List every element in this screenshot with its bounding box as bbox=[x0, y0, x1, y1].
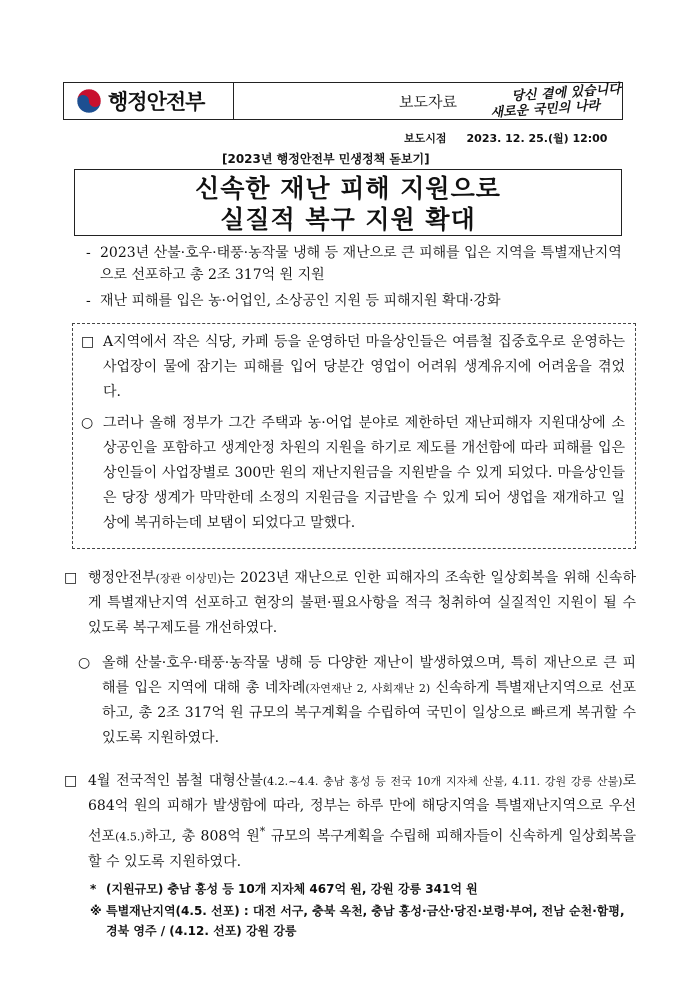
series-label: [2023년 행정안전부 민생정책 돋보기] bbox=[222, 152, 430, 166]
asterisk-marker: * bbox=[90, 881, 97, 896]
case-paragraph-2 bbox=[81, 411, 625, 536]
body-paragraph-1 bbox=[64, 566, 636, 641]
subtitle-text-1: 2023년 산불·호우·태풍·농작물 냉해 등 재난으로 큰 피해를 입은 지역을 특별재난지역으로 선포하고 총 2조 317억 원 지원 bbox=[100, 245, 622, 283]
subtitle-item: - 2023년 산불·호우·태풍·농작물 냉해 등 재난으로 큰 피해를 입은 지역을 특별재난지역으로 선포하고 총 2조 317억 원 지원 bbox=[86, 242, 634, 286]
square-bullet-icon: □ bbox=[64, 570, 78, 586]
subtitle-text-2: 재난 피해를 입은 농·어업인, 소상공인 지원 등 피해지원 확대·강화 bbox=[100, 293, 501, 309]
p3-text-c: 하고, 총 808억 원 bbox=[144, 828, 260, 845]
circle-bullet-icon: ○ bbox=[78, 655, 91, 671]
note-1-text: (지원규모) 충남 홍성 등 10개 지자체 467억 원, 강원 강릉 341억 원 bbox=[106, 881, 478, 896]
note-2 bbox=[64, 901, 636, 941]
square-bullet-icon: □ bbox=[64, 773, 78, 789]
case-text-2: 그러나 올해 정부가 그간 주택과 농·어업 분야로 제한하던 재난피해자 지원대상에 소상공인을 포함하고 생계안정 차원의 지원을 하기로 제도를 개선함에 따라 피해를 입은 상인들이 사업장별로 300만 원의 재난지원금을 지원받을 수 있게 되었다. 마을상인들은 당장 생계가 막막한데 소정의 지원금을 지급받을 수 있게 되어 생업을 재개하고 일상에 복귀하는데 보탬이 되었다고 말했다. bbox=[103, 415, 625, 531]
taegeuk-emblem-icon bbox=[76, 88, 102, 114]
p2-parenthetical: (자연재난 2, 사회재난 2) bbox=[305, 682, 431, 695]
title-box bbox=[74, 169, 622, 236]
doc-type: 보도자료 bbox=[399, 92, 457, 111]
body-paragraph-2 bbox=[64, 651, 636, 751]
p3-text-b: 로 684억 원의 피해가 발생함에 따라, 정부는 하루 만에 해당지역을 특별재난지역으로 우선 선포 bbox=[88, 773, 636, 845]
release-label: 보도시점 bbox=[404, 132, 447, 145]
note-2-text: 특별재난지역(4.5. 선포) : 대전 서구, 충북 옥천, 충남 홍성·금산·당진·보령·부여, 전남 순천·함평, 경북 영주 / (4.12. 선포) 강원 강릉 bbox=[106, 903, 625, 938]
slogan-line1: 당신 곁에 있습니다 bbox=[511, 81, 622, 105]
subtitle-item: - 재난 피해를 입은 농·어업인, 소상공인 지원 등 피해지원 확대·강화 bbox=[86, 290, 634, 312]
release-info bbox=[404, 130, 607, 146]
p3-text-d: 규모의 복구계획을 수립해 피해자들이 신속하게 일상회복을 할 수 있도록 지원하였다. bbox=[88, 828, 636, 870]
p1-minister: (장관 이상민) bbox=[155, 572, 222, 585]
org-name: 행정안전부 bbox=[108, 90, 205, 114]
release-datetime: 2023. 12. 25.(월) 12:00 bbox=[466, 132, 608, 145]
case-box bbox=[72, 323, 636, 549]
square-bullet-icon: □ bbox=[81, 334, 95, 350]
subtitle-list bbox=[86, 242, 634, 316]
reference-mark: ※ bbox=[90, 903, 102, 918]
case-text-1: A지역에서 작은 식당, 카페 등을 운영하던 마을상인들은 여름철 집중호우로 운영하는 사업장이 물에 잠기는 피해를 입어 당분간 영업이 어려워 생계유지에 어려움을 겪었다. bbox=[103, 334, 625, 400]
p3-parenthetical-2: (4.5.) bbox=[115, 830, 145, 844]
p3-text-a: 4월 전국적인 봄철 대형산불 bbox=[88, 773, 263, 789]
p3-footnote-mark: * bbox=[259, 825, 266, 838]
body-paragraph-3 bbox=[64, 769, 636, 875]
slogan-line2: 새로운 국민의 나라 bbox=[490, 98, 601, 121]
case-paragraph-1 bbox=[81, 330, 625, 405]
circle-bullet-icon: ○ bbox=[81, 415, 94, 431]
p2-text-b: 신속하게 특별재난지역으로 선포하고, 총 2조 317억 원 규모의 복구계획을 수립하여 국민이 일상으로 빠르게 복귀할 수 있도록 지원하였다. bbox=[102, 680, 637, 746]
title-line2: 실질적 복구 지원 확대 bbox=[220, 205, 476, 234]
note-1 bbox=[64, 879, 636, 899]
title-line1: 신속한 재난 피해 지원으로 bbox=[195, 174, 501, 203]
p1-text-b: 는 2023년 재난으로 인한 피해자의 조속한 일상회복을 위해 신속하게 특별재난지역 선포하고 현장의 불편·필요사항을 적극 청취하여 실질적인 지원이 될 수 있도록 복구제도를 개선하였다. bbox=[88, 570, 636, 636]
p1-text-a: 행정안전부 bbox=[88, 570, 156, 586]
p3-parenthetical-1: (4.2.~4.4. 충남 홍성 등 전국 10개 지자체 산불, 4.11. 강원 강릉 산불) bbox=[262, 775, 623, 788]
p2-text-a: 올해 산불·호우·태풍·농작물 냉해 등 다양한 재난이 발생하였으며, 특히 재난으로 큰 피해를 입은 지역에 대해 총 네차례 bbox=[102, 655, 636, 696]
logo-cell bbox=[64, 83, 234, 119]
body-section bbox=[64, 566, 636, 941]
